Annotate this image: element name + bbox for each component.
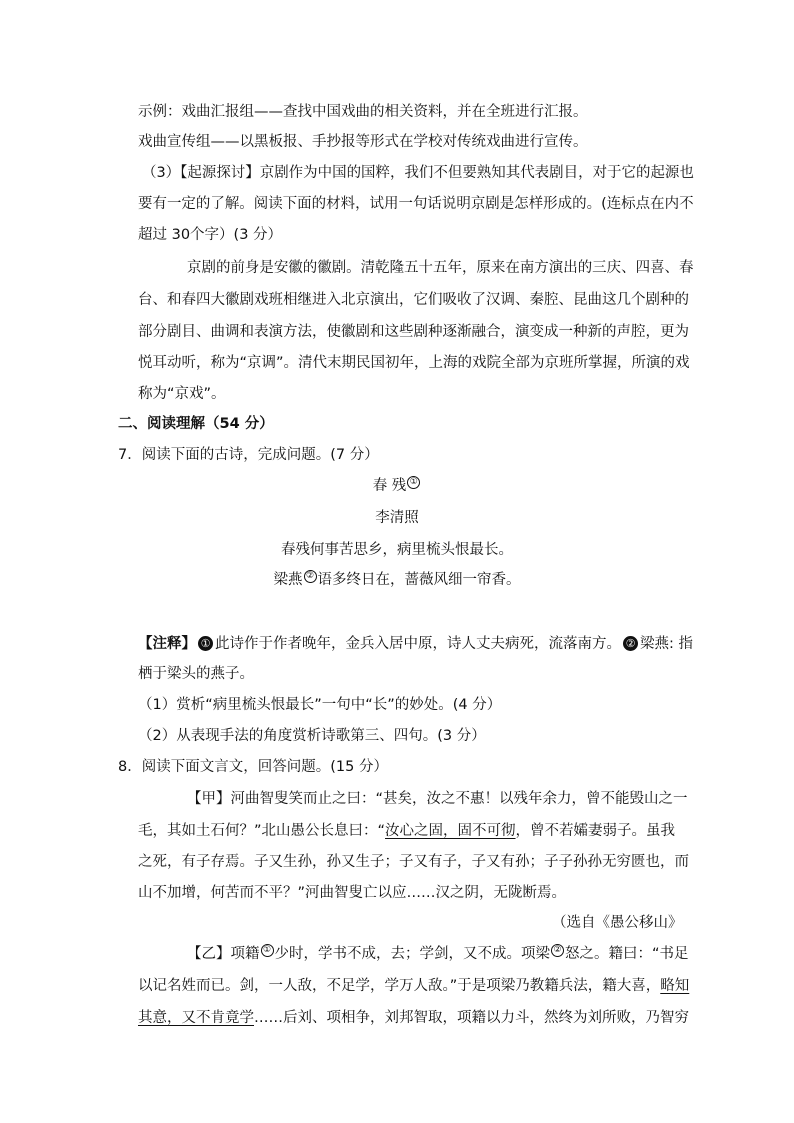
question-7-prompt: 7．阅读下面的古诗，完成问题。(7 分） bbox=[118, 447, 379, 463]
poem-verse-2-b: 语多终日在，蔷薇风细一帘香。 bbox=[317, 572, 521, 588]
yi-line-1-c: 怒之。籍曰：“书足 bbox=[565, 946, 689, 962]
poem-title bbox=[0, 476, 794, 496]
underlined-sentence-1: 汝心之固，固不可彻 bbox=[385, 823, 516, 839]
material-line-2: 台、和春四大徽剧戏班相继进入北京演出，它们吸收了汉调、秦腔、昆曲这几个剧种的 bbox=[138, 292, 689, 308]
poem-verse-2 bbox=[0, 570, 794, 590]
material-line-1: 京剧的前身是安徽的徽剧。清乾隆五十五年，原来在南方演出的三庆、四喜、春 bbox=[187, 260, 694, 276]
passage-jia-line-2 bbox=[138, 821, 675, 841]
jia-line-2-b: ，曾不若孀妻弱子。虽我 bbox=[515, 823, 676, 839]
yi-line-1-a: 【乙】项籍 bbox=[187, 946, 260, 962]
yi-footnote-1-marker: ① bbox=[261, 944, 274, 957]
poem-title-text: 春 残 bbox=[372, 478, 407, 494]
note-marker-2: ② bbox=[623, 636, 638, 651]
material-line-5: 称为“京戏”。 bbox=[138, 386, 226, 402]
poem-note-line-2: 栖于梁头的燕子。 bbox=[138, 666, 254, 682]
underlined-sentence-2-end: 其意，又不肯竟学 bbox=[138, 1010, 254, 1026]
note-marker-1: ① bbox=[198, 636, 213, 651]
question-3-line-1: （3）【起源探讨】京剧作为中国的国粹，我们不但要熟知其代表剧目，对于它的起源也 bbox=[142, 165, 694, 181]
passage-jia-line-3: 之死，有子存焉。子又生孙，孙又生子；子又有子，子又有孙；子子孙孙无穷匮也，而 bbox=[138, 854, 689, 870]
example-line-2: 戏曲宣传组——以黑板报、手抄报等形式在学校对传统戏曲进行宣传。 bbox=[138, 134, 588, 150]
poem-verse-1: 春残何事苦思乡，病里梳头恨最长。 bbox=[281, 542, 513, 558]
material-line-4: 悦耳动听，称为“京调”。清代末期民国初年，上海的戏院全部为京班所掌握，所演的戏 bbox=[138, 355, 690, 371]
yi-footnote-2-marker: ② bbox=[551, 944, 564, 957]
jia-line-2-a: 毛，其如土石何？”北山愚公长息曰：“ bbox=[138, 823, 386, 839]
section-2-title: 二、阅读理解（54 分） bbox=[118, 416, 274, 432]
poem-verse-2-a: 梁燕 bbox=[273, 572, 303, 588]
passage-yi-line-2 bbox=[138, 976, 689, 996]
note-text-2: 梁燕: 指 bbox=[640, 636, 693, 652]
question-8-prompt: 8．阅读下面文言文，回答问题。(15 分） bbox=[118, 759, 388, 775]
yi-line-3-b: ……后刘、项相争，刘邦智取，项籍以力斗，然终为刘所败，乃智穷 bbox=[254, 1010, 689, 1026]
yi-line-2-a: 以记名姓而已。剑，一人敌，不足学，学万人敌。”于是项梁乃教籍兵法，籍大喜， bbox=[138, 978, 661, 994]
passage-yi-line-1 bbox=[187, 944, 689, 964]
note-text-1: 此诗作于作者晚年，金兵入居中原，诗人丈夫病死，流落南方。 bbox=[215, 636, 621, 652]
poem-author: 李清照 bbox=[375, 510, 419, 526]
passage-jia-line-1: 【甲】河曲智叟笑而止之曰：“甚矣，汝之不惠！以残年余力，曾不能毁山之一 bbox=[187, 791, 688, 807]
example-line-1: 示例：戏曲汇报组——查找中国戏曲的相关资料，并在全班进行汇报。 bbox=[138, 104, 588, 120]
passage-jia-source: （选自《愚公移山》 bbox=[552, 915, 683, 931]
passage-yi-line-3 bbox=[138, 1008, 689, 1028]
footnote-1-marker: ① bbox=[407, 476, 420, 489]
footnote-2-marker: ② bbox=[304, 570, 317, 583]
question-7-sub-1: （1）赏析“病里梳头恨最长”一句中“长”的妙处。(4 分） bbox=[138, 697, 502, 713]
note-label: 【注释】 bbox=[138, 636, 196, 652]
yi-line-1-b: 少时，学书不成，去；学剑，又不成。项梁 bbox=[274, 946, 550, 962]
passage-jia-line-4: 山不加增，何苦而不平？”河曲智叟亡以应……汉之阴，无陇断焉。 bbox=[138, 885, 567, 901]
material-line-3: 部分剧目、曲调和表演方法，使徽剧和这些剧种逐渐融合，演变成一种新的声腔，更为 bbox=[138, 324, 689, 340]
question-7-sub-2: （2）从表现手法的角度赏析诗歌第三、四句。(3 分） bbox=[138, 728, 486, 744]
underlined-sentence-2-start: 略知 bbox=[660, 978, 690, 994]
question-3-line-3: 超过 30个字）(3 分） bbox=[138, 227, 283, 243]
question-3-line-2: 要有一定的了解。阅读下面的材料，试用一句话说明京剧是怎样形成的。(连标点在内不 bbox=[138, 196, 694, 212]
poem-note-line-1 bbox=[138, 634, 693, 654]
